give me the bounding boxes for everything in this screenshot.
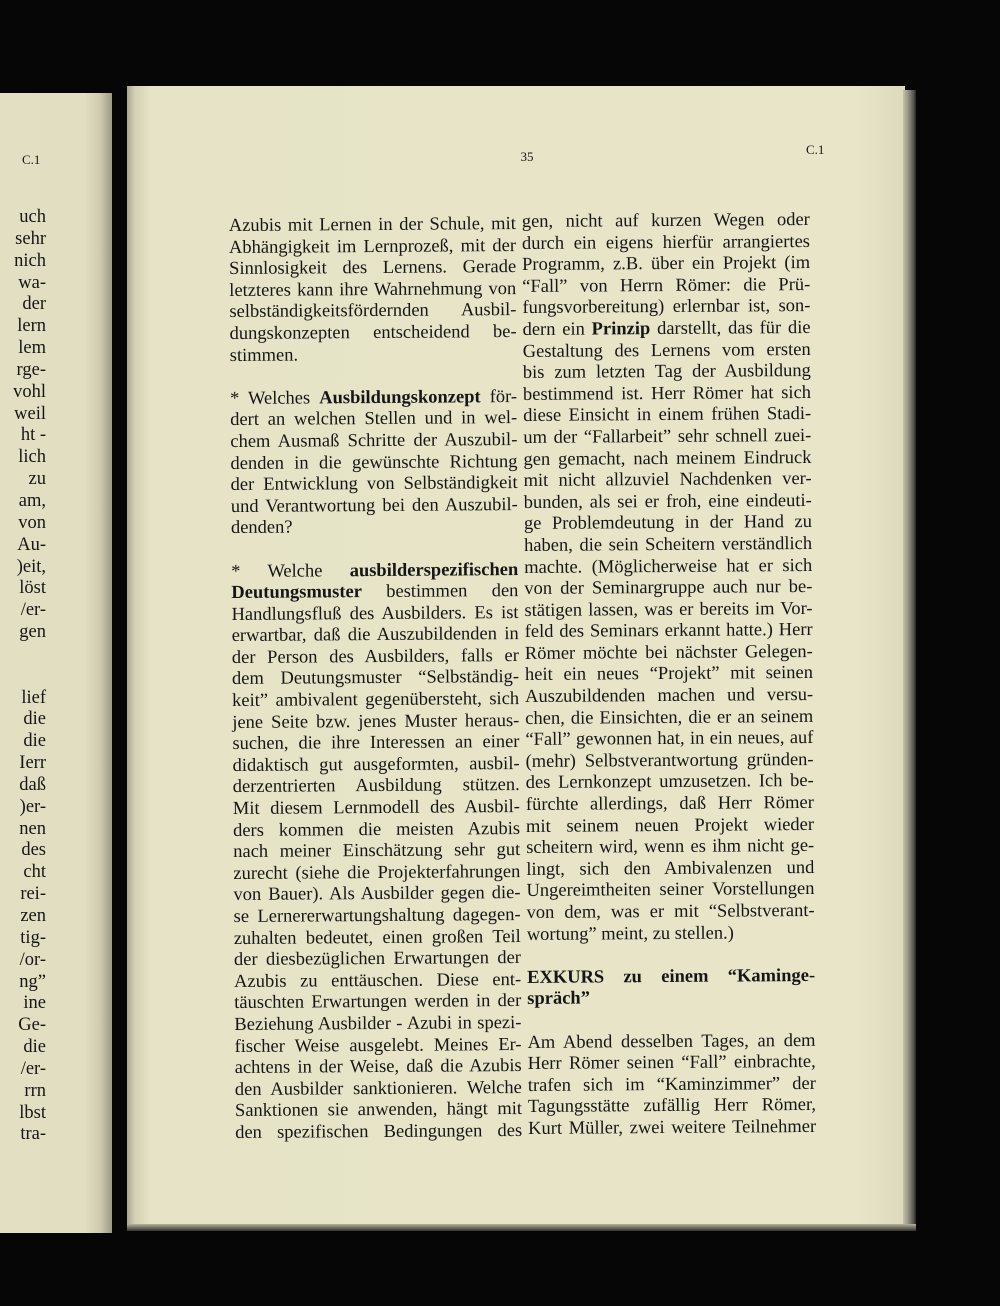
text-line: ders kommen die meisten Azubis <box>232 818 521 841</box>
left-page-line-fragment: lich <box>18 447 46 468</box>
text-run: * Welches <box>229 388 320 409</box>
text-line: “Fall” von Herrn Römer: die Prü- <box>522 274 811 297</box>
text-line: denden? <box>230 517 293 539</box>
left-page-line-fragment: )eit, <box>16 556 46 577</box>
text-line: und Verantwortung bei den Auszubil- <box>230 494 518 517</box>
text-line: chen, die Einsichten, die er an seinem <box>525 706 814 729</box>
text-line: didaktisch gut ausgeformten, ausbil- <box>232 753 520 776</box>
text-line: der Entwicklung von Selbständigkeit <box>230 473 518 496</box>
text-line: Gestaltung des Lernens vom ersten <box>522 339 811 362</box>
bold-term: ausbilderspezifischen <box>349 559 519 581</box>
text-line: achtens in der Weise, daß die Azubis <box>234 1056 522 1079</box>
text-line: zuhalten bedeutet, einen großen Teil <box>233 926 521 949</box>
fragment-group <box>0 207 46 644</box>
text-line: (mehr) Selbstverantwortung gründen- <box>525 749 814 772</box>
text-line: von dem, was er mit “Selbstverant- <box>526 900 815 923</box>
text-line: erwartbar, daß die Auszubildenden in <box>231 624 519 647</box>
left-page-line-fragment: /or- <box>19 949 46 970</box>
left-page-line-fragment: lem <box>18 338 46 359</box>
left-page-line-fragment: zu <box>28 469 46 490</box>
text-line: fürchte allerdings, daß Herr Römer <box>525 792 814 816</box>
left-page-text-fragments <box>0 207 46 1146</box>
text-line: täuschten Erwartungen werden in der <box>234 991 522 1014</box>
left-page-line-fragment: rge- <box>16 359 46 380</box>
text-run: bestimmen den <box>361 581 519 603</box>
text-line: haben, die sein Scheitern verständlich <box>523 533 813 556</box>
bold-term: spräch” <box>527 988 591 1010</box>
text-line: denden in die gewünschte Richtung <box>230 451 518 474</box>
text-line: stätigen lassen, was er bereits im Vor- <box>524 598 813 621</box>
text-line: Beziehung Ausbilder - Azubi in spezi- <box>234 1012 522 1035</box>
text-line: Sanktionen sie anwenden, hängt mit <box>234 1099 523 1122</box>
text-line: derzentrierten Ausbildung stützen. <box>232 775 520 798</box>
text-line: suchen, die ihre Interessen an einer <box>232 732 520 755</box>
text-line: letzteres kann ihre Wahrnehmung von <box>229 278 517 301</box>
text-line: Mit diesem Lernmodell des Ausbil- <box>232 797 520 820</box>
text-line: der Person des Ausbilders, falls er <box>231 645 519 668</box>
text-line: Am Abend desselben Tages, an dem <box>527 1030 816 1053</box>
left-page-line-fragment: löst <box>19 578 46 599</box>
text-line: chem Ausmaß Schritte der Auszubil- <box>230 429 518 452</box>
left-page-line-fragment: /er- <box>20 600 46 621</box>
text-line: Kurt Müller, zwei weitere Teilnehmer <box>528 1116 817 1139</box>
left-page-line-fragment: die <box>23 709 46 730</box>
text-line: “Fall” gewonnen hat, in ein neues, auf <box>525 728 814 751</box>
text-line: dert an welchen Stellen und in wel- <box>230 408 518 431</box>
left-page-line-fragment: die <box>23 1037 46 1058</box>
text-line: durch ein eigens hierfür arrangiertes <box>521 231 811 254</box>
left-page-line-fragment: ng” <box>19 971 46 992</box>
left-page-line-fragment: daß <box>19 774 46 795</box>
text-line: dungskonzepten entscheidend be- <box>229 321 517 344</box>
text-line: keit” ambivalent gegenübersteht, sich <box>232 689 520 712</box>
text-line: feld des Seminars erkannt hatte.) Herr <box>524 620 813 643</box>
text-line: Programm, z.B. über ein Projekt (im <box>522 253 811 276</box>
text-line: Abhängigkeit im Lernprozeß, mit der <box>228 235 517 258</box>
left-page-line-fragment: /er- <box>20 1058 46 1079</box>
text-line: Auszubildenden machen und versu- <box>525 685 814 708</box>
text-line: fischer Weise ausgelebt. Meines Er- <box>234 1034 522 1057</box>
text-line: ge Problemdeutung in der Hand zu <box>523 512 812 535</box>
text-line: Handlungsfluß des Ausbilders. Es ist <box>231 602 519 625</box>
left-page-line-fragment: tra- <box>20 1124 46 1145</box>
left-page-line-fragment: am, <box>18 490 46 511</box>
text-line: Tagungsstätte zufällig Herr Römer, <box>527 1095 817 1118</box>
left-page-line-fragment: rei- <box>20 884 46 905</box>
left-page-line-fragment: tig- <box>20 927 46 948</box>
left-page-header: C.1 <box>22 152 41 167</box>
left-page-line-fragment: lern <box>17 316 46 337</box>
text-line: gen, nicht auf kurzen Wegen oder <box>521 209 810 232</box>
text-line: bunden, als sei er froh, eine eindeuti- <box>523 490 812 513</box>
text-line: lingt, sich den Ambivalenzen und <box>526 857 815 880</box>
text-line: dem Deutungsmuster “Selbständig- <box>231 667 520 690</box>
text-line: stimmen. <box>229 345 299 366</box>
left-page-line-fragment: der <box>22 294 46 315</box>
bold-term: Deutungsmuster <box>231 582 362 604</box>
text-run: för- <box>480 386 518 408</box>
text-line: mit nicht allzuviel Nachdenken ver- <box>523 469 812 492</box>
left-page-line-fragment: rrn <box>24 1080 46 1101</box>
left-page-line-fragment: wa- <box>18 272 46 293</box>
page-number: 35 <box>520 149 534 164</box>
text-line: gen gemacht, nach meinem Eindruck <box>523 447 812 470</box>
text-line: machte. (Möglicherweise hat er sich <box>524 555 813 578</box>
left-page-line-fragment: zen <box>20 906 46 926</box>
left-page-line-fragment: )er- <box>19 796 46 817</box>
text-line: zurecht (siehe die Projekterfahrungen <box>233 861 521 884</box>
bold-term: EXKURS zu einem “Kaminge- <box>527 965 816 988</box>
text-line: scheitern wird, wenn es ihm nicht ge- <box>526 836 815 859</box>
text-line: bis zum letzten Tag der Ausbildung <box>522 361 811 384</box>
text-line: heit ein neues “Projekt” mit seinen <box>524 663 814 686</box>
text-run: * Welche <box>231 560 350 582</box>
bold-term: Ausbildungskonzept <box>319 387 481 409</box>
text-line: Herr Römer seinen “Fall” einbrachte, <box>527 1052 816 1075</box>
text-line: selbständigkeitsfördernden Ausbil- <box>229 300 517 323</box>
text-run: dern ein <box>522 319 592 340</box>
left-page-line-fragment: Au- <box>17 534 46 555</box>
bold-term: Prinzip <box>591 319 651 340</box>
text-line: bestimmend ist. Herr Römer hat sich <box>522 382 812 405</box>
text-line: wortung” meint, zu stellen.) <box>526 923 734 945</box>
left-page-line-fragment: uch <box>19 207 46 227</box>
page-edge <box>903 90 916 1226</box>
left-page-line-fragment: vohl <box>13 381 46 402</box>
text-line: Sinnlosigkeit des Lernens. Gerade <box>229 257 517 280</box>
left-page-line-fragment: des <box>21 840 46 861</box>
left-page-line-fragment: gen <box>19 622 46 643</box>
text-line: fungsvorbereitung) erlernbar ist, son- <box>522 296 811 319</box>
left-page-line-fragment: Ierr <box>19 753 46 774</box>
left-page-line-fragment: sehr <box>15 228 46 249</box>
chapter-label: C.1 <box>806 142 825 157</box>
text-line: von Bauer). Als Ausbilder gegen die- <box>233 883 521 906</box>
left-page-line-fragment: von <box>18 512 46 533</box>
text-line: den Ausbilder sanktionieren. Welche <box>234 1077 522 1100</box>
text-line: Azubis mit Lernen in der Schule, mit <box>228 214 516 237</box>
left-page-line-fragment: Ge- <box>18 1015 46 1036</box>
left-page-line-fragment: nich <box>14 250 46 271</box>
left-page-line-fragment: cht <box>23 862 46 883</box>
page-bottom-edge <box>127 1224 916 1231</box>
left-page-line-fragment: weil <box>14 403 46 424</box>
text-line: von der Seminargruppe auch nur be- <box>524 577 813 600</box>
text-line: diese Einsicht in einem frühen Stadi- <box>523 404 812 427</box>
left-page <box>0 93 112 1233</box>
text-line: se Lernererwartungshaltung dagegen- <box>233 905 521 928</box>
text-line: um der “Fallarbeit” sehr schnell zuei- <box>523 425 812 448</box>
left-page-line-fragment: die <box>23 731 46 752</box>
fragment-group <box>0 688 46 1147</box>
text-line: Azubis zu enttäuschen. Diese ent- <box>234 969 522 992</box>
left-page-line-fragment: lbst <box>19 1102 46 1123</box>
left-page-line-fragment: nen <box>19 818 46 839</box>
text-line: trafen sich im “Kaminzimmer” der <box>527 1073 816 1096</box>
text-line: Römer möchte bei nächster Gelegen- <box>524 641 813 664</box>
text-line: nach meiner Einschätzung sehr gut <box>233 840 521 863</box>
left-page-line-fragment: ht - <box>20 425 46 446</box>
right-page <box>127 86 905 1226</box>
text-run: darstellt, das für die <box>650 317 811 340</box>
text-line: den spezifischen Bedingungen des <box>235 1120 523 1143</box>
text-line: des Lernkonzept umzusetzen. Ich be- <box>525 771 814 794</box>
text-line: jene Seite bzw. jenes Muster heraus- <box>232 710 520 733</box>
text-line: der diesbezüglichen Erwartungen der <box>233 948 522 971</box>
text-line: Ungereimtheiten seiner Vorstellungen <box>526 879 815 902</box>
left-page-line-fragment: ine <box>23 993 46 1014</box>
text-line: mit seinem neuen Projekt wieder <box>525 814 815 837</box>
left-page-line-fragment: lief <box>21 687 46 708</box>
